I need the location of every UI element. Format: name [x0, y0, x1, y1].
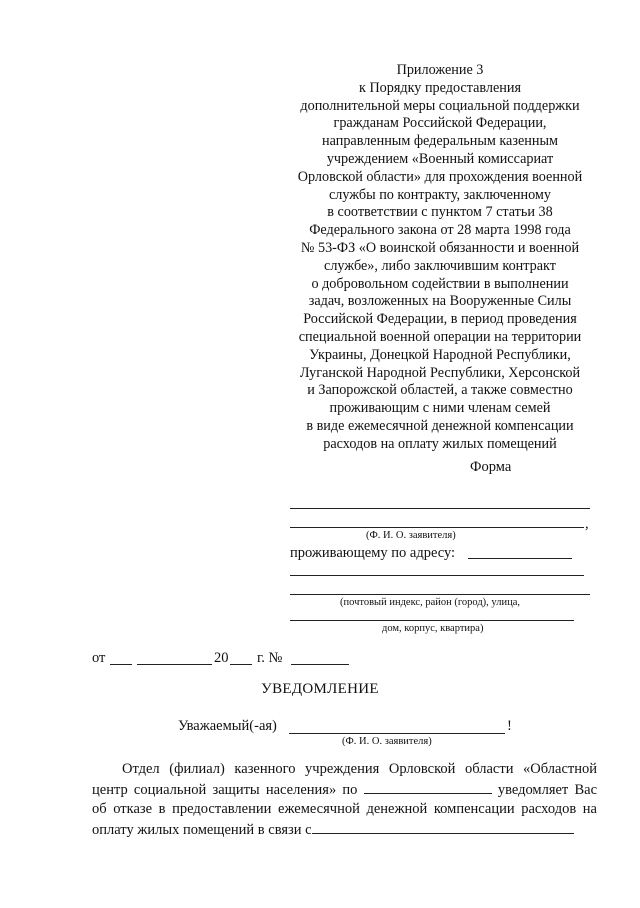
form-label: Форма: [470, 459, 512, 475]
appendix-line: о добровольном содействии в выполнении: [311, 275, 569, 292]
greeting-salutation: Уважаемый(-ая): [178, 718, 277, 734]
date-year-line: [230, 664, 252, 665]
notice-body-part1: Отдел (филиал) казенного учреждения Орловской области «Областной центр социальной защиты населения» по: [92, 761, 597, 798]
appendix-line: в соответствии с пунктом 7 статьи 38: [327, 204, 553, 221]
appendix-line: гражданам Российской Федерации,: [333, 115, 547, 132]
appendix-line: направленным федеральным казенным: [322, 133, 558, 150]
appendix-line: к Порядку предоставления: [359, 79, 521, 96]
address-line-1: [468, 558, 572, 559]
appendix-line: Российской Федерации, в период проведения: [303, 311, 577, 328]
address-caption-2: дом, корпус, квартира): [382, 623, 484, 634]
applicant-name-caption: (Ф. И. О. заявителя): [366, 530, 456, 541]
reason-blank-line: [312, 820, 574, 834]
appendix-line: Орловской области» для прохождения военной: [297, 168, 583, 185]
date-month-line: [137, 664, 212, 665]
address-line-2: [290, 575, 584, 576]
greeting-name-line: [289, 733, 505, 734]
date-number-line: [291, 664, 349, 665]
date-year-prefix: 20: [214, 650, 229, 666]
appendix-line: в виде ежемесячной денежной компенсации: [306, 417, 574, 434]
address-line-3: [290, 594, 590, 595]
applicant-name-comma: ,: [585, 516, 589, 532]
address-line-4: [290, 620, 574, 621]
greeting-exclamation: !: [507, 718, 512, 734]
department-blank-line: [364, 780, 492, 794]
notice-body-part2: уведомляет Вас об отказе в предоставлении ежемесячной денежной компенсации расходов на оплату жилых помещений в связи с: [92, 781, 598, 838]
appendix-line: дополнительной меры социальной поддержки: [300, 97, 580, 114]
appendix-header: [270, 62, 610, 454]
notice-title: УВЕДОМЛЕНИЕ: [261, 681, 379, 697]
appendix-line: и Запорожской областей, а также совместно: [307, 382, 573, 399]
date-number-label: г. №: [257, 650, 283, 666]
appendix-line: задач, возложенных на Вооруженные Силы: [308, 293, 572, 310]
appendix-line: расходов на оплату жилых помещений: [323, 435, 557, 452]
appendix-line: службы по контракту, заключенному: [329, 186, 551, 203]
appendix-line: № 53-ФЗ «О воинской обязанности и военной: [300, 239, 580, 256]
appendix-line: службе», либо заключившим контракт: [324, 257, 556, 274]
appendix-line: проживающим с ними членам семей: [329, 400, 551, 417]
appendix-line: учреждением «Военный комиссариат: [326, 150, 554, 167]
address-label: проживающему по адресу:: [290, 545, 456, 561]
date-day-line: [110, 664, 132, 665]
date-from-label: от: [92, 650, 106, 666]
applicant-name-line-1: [290, 508, 590, 509]
address-caption-1: (почтовый индекс, район (город), улица,: [340, 597, 520, 608]
appendix-line: Приложение 3: [396, 62, 484, 78]
notice-body: [92, 760, 597, 840]
applicant-name-line-2: [290, 527, 584, 528]
greeting-caption: (Ф. И. О. заявителя): [342, 736, 432, 747]
appendix-line: специальной военной операции на территории: [298, 328, 582, 345]
appendix-line: Украины, Донецкой Народной Республики,: [309, 346, 571, 363]
appendix-line: Федерального закона от 28 марта 1998 года: [309, 222, 571, 239]
appendix-line: Луганской Народной Республики, Херсонской: [299, 364, 581, 381]
